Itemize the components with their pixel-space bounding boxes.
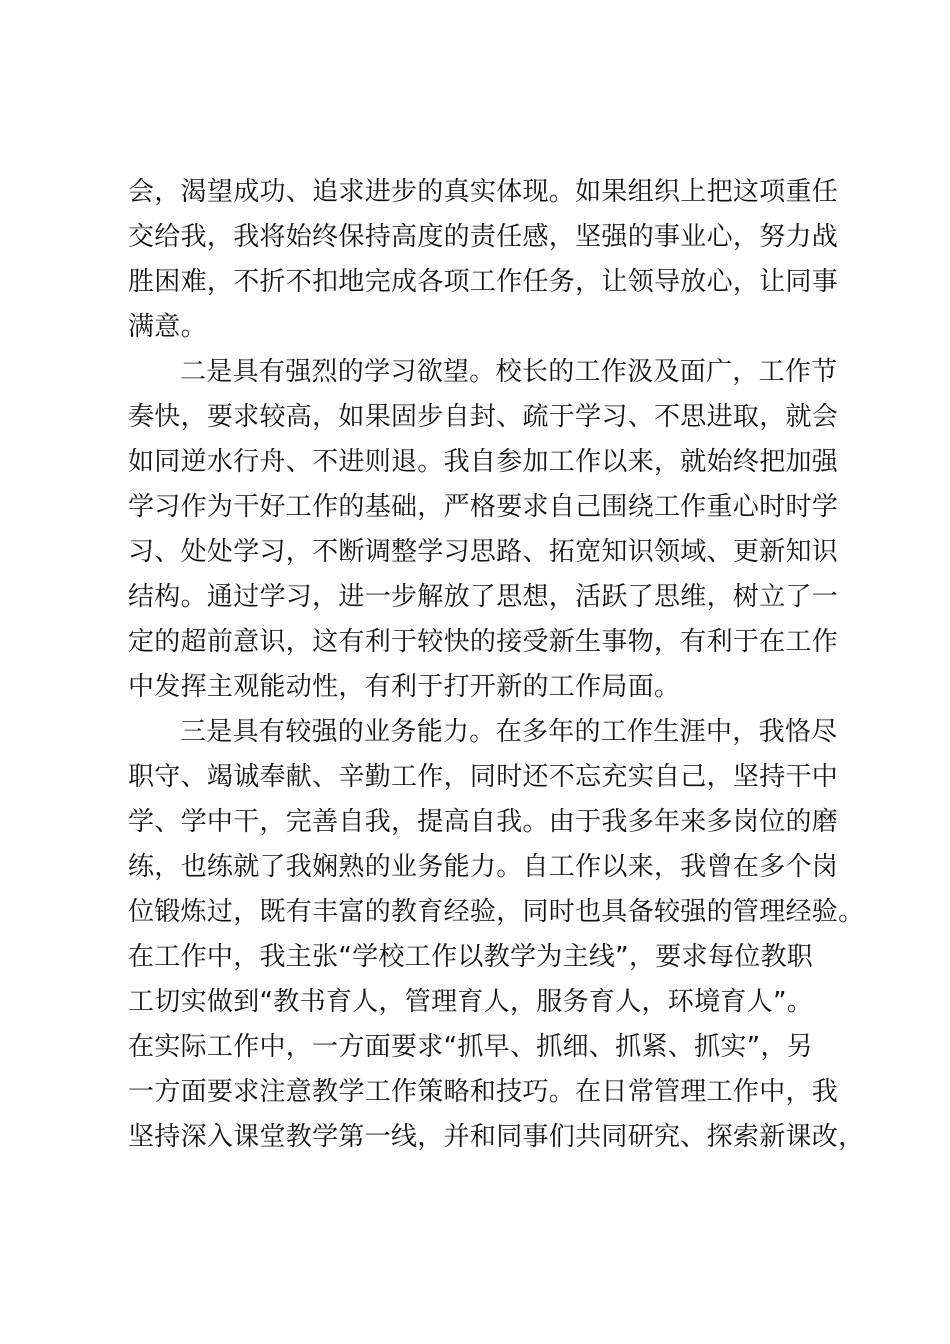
paragraph-1 bbox=[128, 170, 839, 350]
text-line: 在实际工作中，一方面要求“抓早、抓细、抓紧、抓实”，另 bbox=[128, 1032, 814, 1062]
text-line: 职守、竭诚奉献、辛勤工作，同时还不忘充实自己，坚持干中 bbox=[128, 762, 839, 792]
text-line: 结构。通过学习，进一步解放了思想，活跃了思维，树立了一 bbox=[128, 582, 839, 612]
paragraph-3 bbox=[128, 710, 865, 1160]
text-line: 定的超前意识，这有利于较快的接受新生事物，有利于在工作 bbox=[128, 627, 839, 657]
text-line: 一方面要求注意教学工作策略和技巧。在日常管理工作中，我 bbox=[128, 1077, 839, 1107]
text-line: 奏快，要求较高，如果固步自封、疏于学习、不思进取，就会 bbox=[128, 402, 839, 432]
text-line: 二是具有强烈的学习欲望。校长的工作汲及面广，工作节 bbox=[180, 357, 838, 387]
text-line: 练，也练就了我娴熟的业务能力。自工作以来，我曾在多个岗 bbox=[128, 852, 839, 882]
text-line: 如同逆水行舟、不进则退。我自参加工作以来，就始终把加强 bbox=[128, 447, 839, 477]
text-line: 习、处处学习，不断调整学习思路、拓宽知识领域、更新知识 bbox=[128, 537, 839, 567]
text-line: 胜困难，不折不扣地完成各项工作任务，让领导放心，让同事 bbox=[128, 267, 839, 297]
text-line: 会，渴望成功、追求进步的真实体现。如果组织上把这项重任 bbox=[128, 177, 839, 207]
text-line: 工切实做到“教书育人，管理育人，服务育人，环境育人”。 bbox=[128, 987, 814, 1017]
text-line: 坚持深入课堂教学第一线，并和同事们共同研究、探索新课改， bbox=[128, 1122, 865, 1152]
text-line: 满意。 bbox=[128, 312, 207, 342]
document-body bbox=[128, 170, 865, 1160]
text-line: 三是具有较强的业务能力。在多年的工作生涯中，我恪尽 bbox=[180, 717, 838, 747]
text-line: 中发挥主观能动性，有利于打开新的工作局面。 bbox=[128, 672, 681, 702]
paragraph-2 bbox=[128, 350, 839, 710]
text-line: 位锻炼过，既有丰富的教育经验，同时也具备较强的管理经验。 bbox=[128, 897, 865, 927]
text-line: 在工作中，我主张“学校工作以教学为主线”，要求每位教职 bbox=[128, 942, 814, 972]
text-line: 交给我，我将始终保持高度的责任感，坚强的事业心，努力战 bbox=[128, 222, 839, 252]
text-line: 学习作为干好工作的基础，严格要求自己围绕工作重心时时学 bbox=[128, 492, 839, 522]
text-line: 学、学中干，完善自我，提高自我。由于我多年来多岗位的磨 bbox=[128, 807, 839, 837]
